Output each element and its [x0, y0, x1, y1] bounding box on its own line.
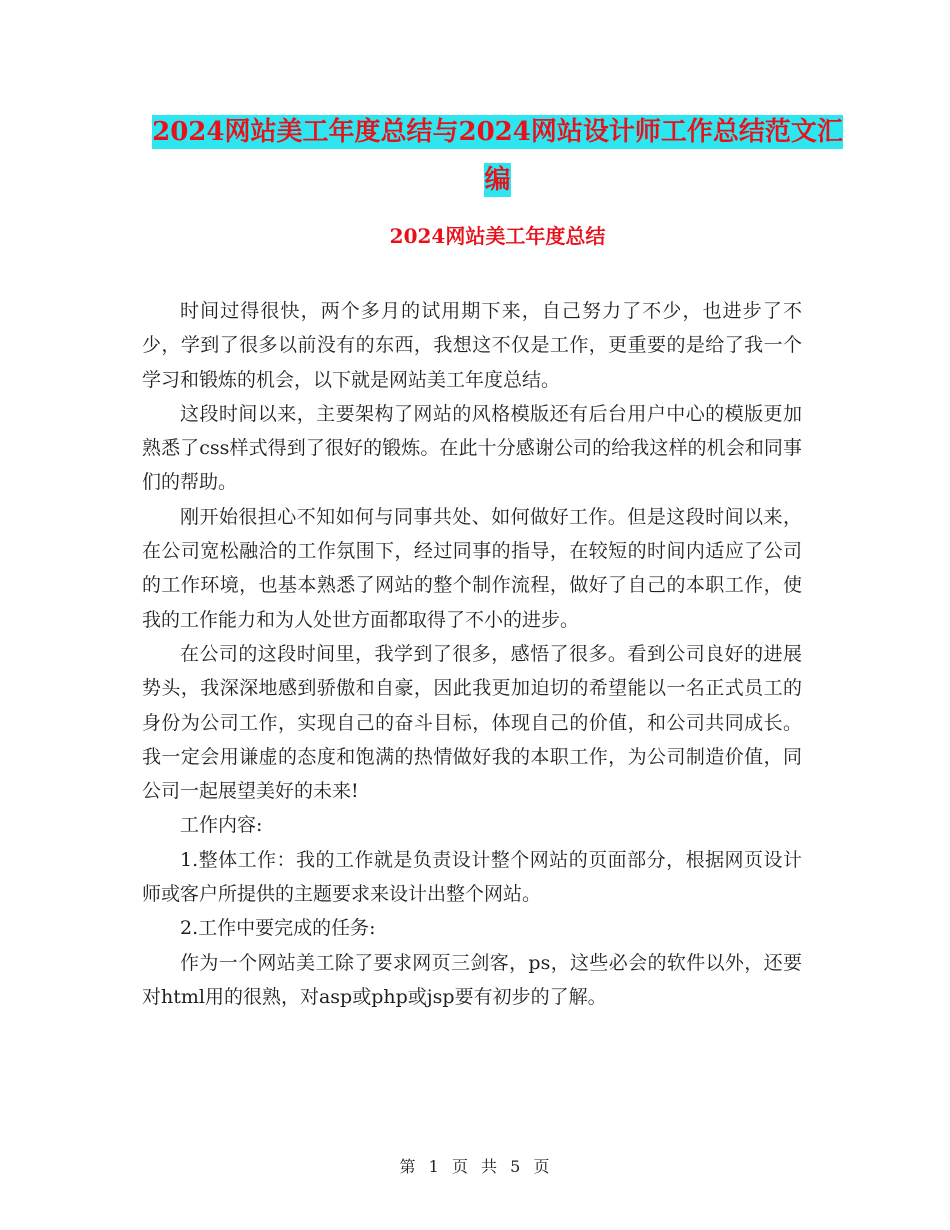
paragraph: 1.整体工作：我的工作就是负责设计整个网站的页面部分，根据网页设计师或客户所提供的主题要求来设计出整个网站。 — [142, 848, 802, 906]
paragraph: 作为一个网站美工除了要求网页三剑客，ps，这些必会的软件以外，还要对html用的很熟，对asp或php或jsp要有初步的了解。 — [142, 951, 802, 1008]
paragraph: 工作内容: — [180, 814, 263, 837]
section-title: 2024网站美工年度总结 — [389, 224, 606, 248]
paragraph: 2.工作中要完成的任务: — [180, 917, 376, 940]
paragraph: 时间过得很快，两个多月的试用期下来，自己努力了不少，也进步了不少，学到了很多以前没有的东西，我想这不仅是工作，更重要的是给了我一个学习和锻炼的机会，以下就是网站美工年度总结。 — [142, 300, 802, 391]
current-page-number: 1 — [428, 1157, 440, 1176]
footer-total-label: 共 — [481, 1157, 499, 1176]
paragraph: 这段时间以来，主要架构了网站的风格模版还有后台用户中心的模版更加熟悉了css样式得到了很好的锻炼。在此十分感谢公司的给我这样的机会和同事们的帮助。 — [142, 402, 802, 494]
document-title — [140, 108, 855, 204]
page-footer — [0, 1154, 950, 1177]
paragraph: 刚开始很担心不知如何与同事共处、如何做好工作。但是这段时间以来，在公司宽松融洽的工作氛围下，经过同事的指导，在较短的时间内适应了公司的工作环境，也基本熟悉了网站的整个制作流程，做好了自己的本职工作，使我的工作能力和为人处世方面都取得了不小的进步。 — [142, 505, 802, 631]
paragraph: 在公司的这段时间里，我学到了很多，感悟了很多。看到公司良好的进展势头，我深深地感到骄傲和自豪，因此我更加迫切的希望能以一名正式员工的身份为公司工作，实现自己的奋斗目标，体现自己的价值，和公司共同成长。我一定会用谦虚的态度和饱满的热情做好我的本职工作，为公司制造价值，同公司一起展望美好的未来! — [142, 642, 802, 803]
footer-suffix: 页 — [533, 1157, 551, 1176]
document-title-text: 2024网站美工年度总结与2024网站设计师工作总结范文汇编 — [152, 117, 843, 195]
total-pages-number: 5 — [510, 1157, 522, 1176]
footer-page-label: 页 — [451, 1157, 469, 1176]
document-body — [142, 294, 802, 1014]
footer-prefix: 第 — [399, 1157, 417, 1176]
